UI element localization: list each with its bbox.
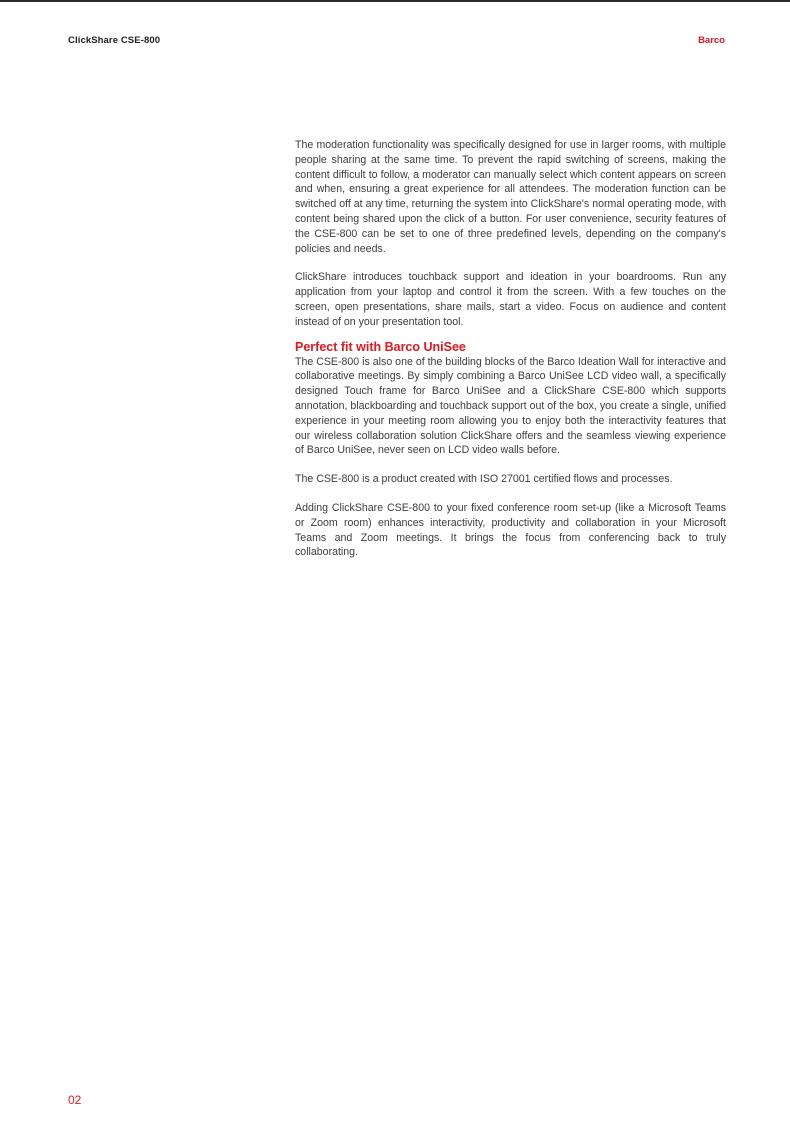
paragraph-moderation: The moderation functionality was specifically designed for use in larger rooms, with multiple people sharing at the same time. To prevent the rapid switching of screens, making the content difficult to follow, a moderator can manually select which content appears on screen and when, ensuring a great experience for all attendees. The moderation function can be switched off at any time, returning the system into ClickShare's normal operating mode, with content being shared upon the click of a button. For user convenience, security features of the CSE-800 can be set to one of three predefined levels, depending on the company's policies and needs. xyxy=(295,139,726,255)
paragraph-touchback: ClickShare introduces touchback support and ideation in your boardrooms. Run any application from your laptop and control it from the screen. With a few touches on the screen, open presentations, share mails, start a video. Focus on audience and content instead of on your presentation tool. xyxy=(295,271,726,328)
top-rule xyxy=(0,0,790,2)
document-title: ClickShare CSE-800 xyxy=(68,35,161,46)
paragraph-spacer xyxy=(295,458,726,472)
paragraph-spacer xyxy=(295,487,726,501)
brand-label: Barco xyxy=(698,35,725,46)
paragraph-ideation-wall: The CSE-800 is also one of the building blocks of the Barco Ideation Wall for interactive and collaborative meetings. By simply combining a Barco UniSee LCD video wall, a specifically designed Touch frame for Barco UniSee and a ClickShare CSE-800 which supports annotation, blackboarding and touchback support out of the box, you create a single, unified experience in your meeting room allowing you to enjoy both the interactivity features that our wireless collaboration solution ClickShare offers and the seamless viewing experience of Barco UniSee, never seen on LCD video walls before. xyxy=(295,355,726,457)
page-number: 02 xyxy=(68,1093,82,1107)
section-heading: Perfect fit with Barco UniSee xyxy=(295,339,466,354)
paragraph-conference-room: Adding ClickShare CSE-800 to your fixed conference room set-up (like a Microsoft Teams or Zoom room) enhances interactivity, productivity and collaboration in your Microsoft Teams and Zoom meetings. It brings the focus from conferencing back to truly collaborating. xyxy=(295,501,726,559)
paragraph-spacer xyxy=(295,256,726,270)
paragraph-iso: The CSE-800 is a product created with ISO 27001 certified flows and processes. xyxy=(295,473,673,486)
section-spacer xyxy=(295,330,726,340)
main-content xyxy=(295,138,726,560)
